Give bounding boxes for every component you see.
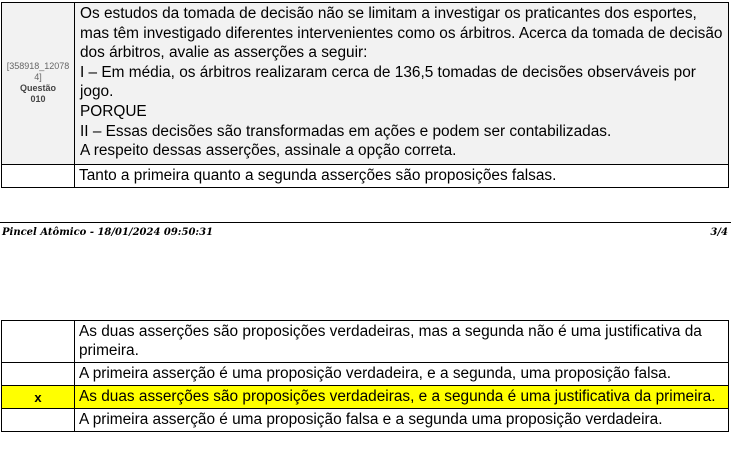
question-number: 010 — [30, 94, 46, 105]
option-text: Tanto a primeira quanto a segunda asserções são proposições falsas. — [75, 164, 729, 187]
option-mark[interactable] — [2, 409, 75, 432]
option-mark[interactable] — [2, 363, 75, 386]
option-row[interactable] — [2, 321, 729, 363]
option-mark[interactable] — [2, 164, 75, 187]
stem-instruction: A respeito dessas asserções, assinale a opção correta. — [80, 142, 457, 160]
stem-intro: Os estudos da tomada de decisão não se limitam a investigar os praticantes dos esportes, mas têm investigado diferentes intervenientes como os árbitros. Acerca da tomada de decisão dos árbitros, avalie as asserções a seguir: — [80, 5, 723, 62]
option-row-correct[interactable] — [2, 386, 729, 409]
question-stem-row — [2, 3, 729, 165]
stem-assertion-2: II – Essas decisões são transformadas em ações e podem ser contabilizadas. — [80, 122, 612, 140]
question-stem — [75, 3, 729, 165]
question-table — [1, 2, 729, 188]
stem-porque: PORQUE — [80, 102, 147, 120]
option-row[interactable] — [2, 409, 729, 432]
options-table — [1, 320, 729, 432]
question-id-cell — [2, 3, 75, 165]
option-mark-selected[interactable]: x — [2, 386, 75, 409]
question-code: [358918_120784] — [6, 61, 70, 83]
footer-divider — [0, 222, 731, 223]
stem-assertion-1: I – Em média, os árbitros realizaram cerca de 136,5 tomadas de decisões observáveis por jogo. — [80, 63, 696, 101]
question-label: Questão — [19, 83, 56, 94]
option-mark[interactable] — [2, 321, 75, 363]
option-row[interactable] — [2, 363, 729, 386]
option-text: A primeira asserção é uma proposição verdadeira, e a segunda, uma proposição falsa. — [75, 363, 729, 386]
footer-timestamp: Pincel Atômico - 18/01/2024 09:50:31 — [2, 227, 214, 238]
footer-page-number: 3/4 — [710, 227, 728, 238]
option-row[interactable] — [2, 164, 729, 187]
option-text: As duas asserções são proposições verdadeiras, e a segunda é uma justificativa da primeira. — [75, 386, 729, 409]
option-text: As duas asserções são proposições verdadeiras, mas a segunda não é uma justificativa da primeira. — [75, 321, 729, 363]
option-text: A primeira asserção é uma proposição falsa e a segunda uma proposição verdadeira. — [75, 409, 729, 432]
